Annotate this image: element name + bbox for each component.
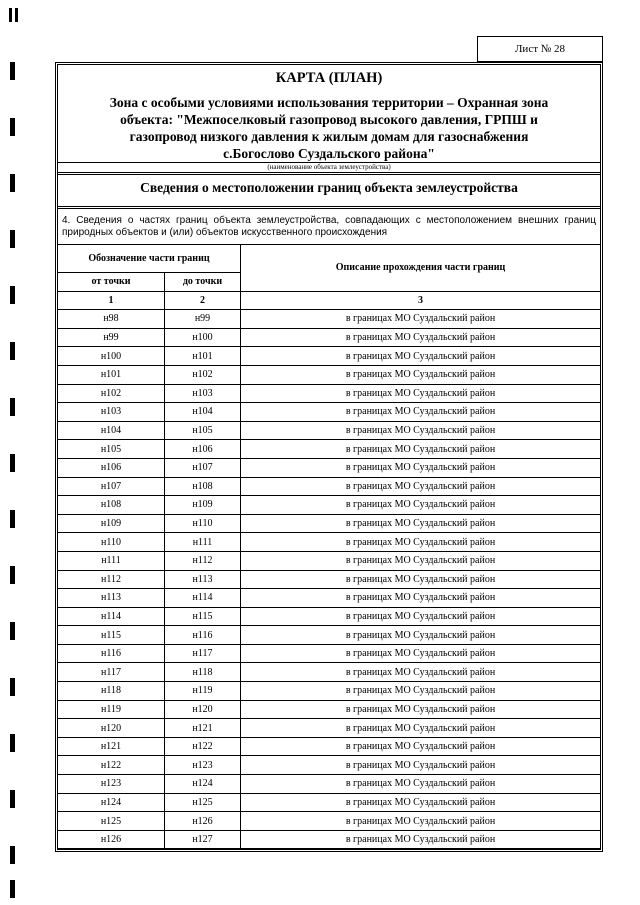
boundary-description: в границах МО Суздальский район — [241, 440, 601, 459]
boundary-description: в границах МО Суздальский район — [241, 533, 601, 552]
from-point: н99 — [58, 328, 165, 347]
from-point: н101 — [58, 365, 165, 384]
to-point: н113 — [165, 570, 241, 589]
from-point: н118 — [58, 682, 165, 701]
from-point: н110 — [58, 533, 165, 552]
from-point: н122 — [58, 756, 165, 775]
from-point: н120 — [58, 719, 165, 738]
col-num-2: 2 — [165, 291, 241, 310]
object-name — [57, 94, 601, 162]
object-name-line: объекта: "Межпоселковый газопровод высокого давления, ГРПШ и — [120, 112, 538, 127]
boundary-description: в границах МО Суздальский район — [241, 682, 601, 701]
to-point: н126 — [165, 812, 241, 831]
boundary-description: в границах МО Суздальский район — [241, 644, 601, 663]
boundary-description: в границах МО Суздальский район — [241, 626, 601, 645]
table-body — [58, 310, 601, 849]
boundary-description: в границах МО Суздальский район — [241, 775, 601, 794]
object-name-line: Зона с особыми условиями использования территории – Охранная зона — [109, 95, 549, 110]
from-point: н104 — [58, 421, 165, 440]
table-row — [58, 477, 601, 496]
table-row — [58, 421, 601, 440]
table-row — [58, 589, 601, 608]
boundary-description: в границах МО Суздальский район — [241, 793, 601, 812]
table-row — [58, 626, 601, 645]
boundary-description: в границах МО Суздальский район — [241, 347, 601, 366]
header-from: от точки — [58, 273, 165, 292]
from-point: н107 — [58, 477, 165, 496]
table-row — [58, 458, 601, 477]
table-row — [58, 793, 601, 812]
boundary-description: в границах МО Суздальский район — [241, 737, 601, 756]
boundary-description: в границах МО Суздальский район — [241, 403, 601, 422]
table-row — [58, 384, 601, 403]
to-point: н118 — [165, 663, 241, 682]
col-num-3: 3 — [241, 291, 601, 310]
section-title: Сведения о местоположении границ объекта землеустройства — [140, 180, 518, 195]
table-row — [58, 737, 601, 756]
table-row — [58, 403, 601, 422]
to-point: н116 — [165, 626, 241, 645]
boundary-description: в границах МО Суздальский район — [241, 310, 601, 329]
table-row — [58, 328, 601, 347]
to-point: н120 — [165, 700, 241, 719]
boundary-description: в границах МО Суздальский район — [241, 551, 601, 570]
from-point: н124 — [58, 793, 165, 812]
from-point: н103 — [58, 403, 165, 422]
to-point: н111 — [165, 533, 241, 552]
col-num-1: 1 — [58, 291, 165, 310]
sheet-number: Лист № 28 — [477, 36, 603, 62]
table-row — [58, 440, 601, 459]
boundary-description: в границах МО Суздальский район — [241, 477, 601, 496]
from-point: н114 — [58, 607, 165, 626]
to-point: н108 — [165, 477, 241, 496]
header-to: до точки — [165, 273, 241, 292]
to-point: н106 — [165, 440, 241, 459]
boundary-description: в границах МО Суздальский район — [241, 607, 601, 626]
section-divider-top-2 — [57, 174, 601, 175]
to-point: н124 — [165, 775, 241, 794]
boundary-description: в границах МО Суздальский район — [241, 812, 601, 831]
to-point: н101 — [165, 347, 241, 366]
boundary-description: в границах МО Суздальский район — [241, 589, 601, 608]
to-point: н122 — [165, 737, 241, 756]
to-point: н119 — [165, 682, 241, 701]
table-row — [58, 607, 601, 626]
boundary-table — [57, 244, 601, 849]
to-point: н99 — [165, 310, 241, 329]
to-point: н110 — [165, 514, 241, 533]
header-group: Обозначение части границ — [58, 245, 241, 273]
from-point: н98 — [58, 310, 165, 329]
table-row — [58, 663, 601, 682]
object-caption: (наименование объекта землеустройства) — [267, 163, 391, 171]
to-point: н115 — [165, 607, 241, 626]
to-point: н103 — [165, 384, 241, 403]
from-point: н105 — [58, 440, 165, 459]
from-point: н109 — [58, 514, 165, 533]
boundary-description: в границах МО Суздальский район — [241, 756, 601, 775]
boundary-description: в границах МО Суздальский район — [241, 830, 601, 849]
table-row — [58, 682, 601, 701]
from-point: н112 — [58, 570, 165, 589]
map-title: КАРТА (ПЛАН) — [275, 70, 383, 86]
header-description: Описание прохождения части границ — [241, 245, 601, 292]
from-point: н117 — [58, 663, 165, 682]
section-note: 4. Сведения о частях границ объекта землеустройства, совпадающих с местоположением внешних границ природных объектов и (или) объектов искусственного происхождения — [62, 215, 596, 238]
to-point: н127 — [165, 830, 241, 849]
to-point: н121 — [165, 719, 241, 738]
from-point: н121 — [58, 737, 165, 756]
from-point: н126 — [58, 830, 165, 849]
table-row — [58, 700, 601, 719]
to-point: н104 — [165, 403, 241, 422]
from-point: н102 — [58, 384, 165, 403]
from-point: н123 — [58, 775, 165, 794]
table-row — [58, 775, 601, 794]
table-row — [58, 496, 601, 515]
boundary-description: в границах МО Суздальский район — [241, 719, 601, 738]
to-point: н105 — [165, 421, 241, 440]
section-divider-bottom — [57, 206, 601, 207]
table-row — [58, 551, 601, 570]
table-row — [58, 347, 601, 366]
to-point: н114 — [165, 589, 241, 608]
from-point: н100 — [58, 347, 165, 366]
table-row — [58, 533, 601, 552]
from-point: н116 — [58, 644, 165, 663]
from-point: н111 — [58, 551, 165, 570]
boundary-description: в границах МО Суздальский район — [241, 663, 601, 682]
boundary-description: в границах МО Суздальский район — [241, 458, 601, 477]
boundary-description: в границах МО Суздальский район — [241, 514, 601, 533]
section-divider-top — [57, 172, 601, 173]
from-point: н115 — [58, 626, 165, 645]
object-name-line: с.Богослово Суздальского района" — [223, 146, 435, 161]
binding-holes-decoration — [6, 0, 22, 905]
table-row — [58, 365, 601, 384]
table-row — [58, 570, 601, 589]
from-point: н119 — [58, 700, 165, 719]
table-row — [58, 644, 601, 663]
section-divider-bottom-2 — [57, 208, 601, 209]
table-row — [58, 812, 601, 831]
to-point: н102 — [165, 365, 241, 384]
object-name-line: газопровод низкого давления к жилым домам для газоснабжения — [129, 129, 529, 144]
table-row — [58, 719, 601, 738]
to-point: н117 — [165, 644, 241, 663]
from-point: н108 — [58, 496, 165, 515]
to-point: н100 — [165, 328, 241, 347]
from-point: н113 — [58, 589, 165, 608]
boundary-description: в границах МО Суздальский район — [241, 700, 601, 719]
table-row — [58, 756, 601, 775]
to-point: н109 — [165, 496, 241, 515]
to-point: н112 — [165, 551, 241, 570]
from-point: н106 — [58, 458, 165, 477]
from-point: н125 — [58, 812, 165, 831]
boundary-description: в границах МО Суздальский район — [241, 328, 601, 347]
boundary-description: в границах МО Суздальский район — [241, 421, 601, 440]
boundary-description: в границах МО Суздальский район — [241, 570, 601, 589]
boundary-description: в границах МО Суздальский район — [241, 365, 601, 384]
to-point: н107 — [165, 458, 241, 477]
table-row — [58, 310, 601, 329]
table-row — [58, 830, 601, 849]
to-point: н123 — [165, 756, 241, 775]
boundary-description: в границах МО Суздальский район — [241, 384, 601, 403]
boundary-description: в границах МО Суздальский район — [241, 496, 601, 515]
to-point: н125 — [165, 793, 241, 812]
table-row — [58, 514, 601, 533]
